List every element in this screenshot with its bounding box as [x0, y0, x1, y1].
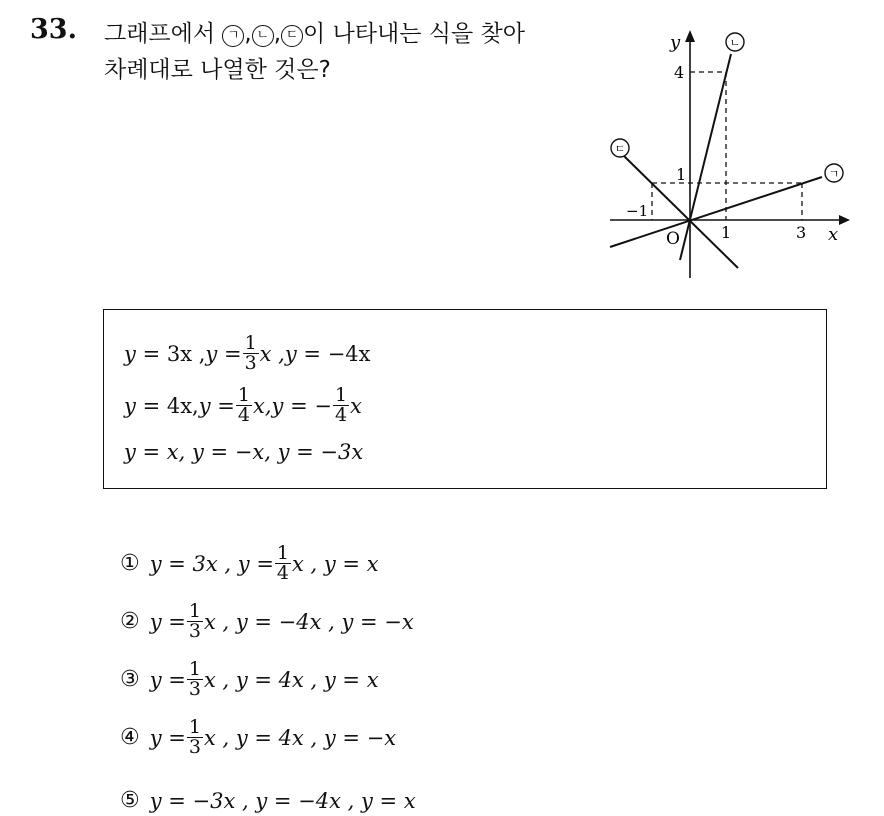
option-number: ① [120, 551, 140, 576]
var-y: y [284, 341, 297, 366]
comma-1: , [244, 21, 252, 47]
eq-part: = −4x [303, 341, 371, 366]
option-5[interactable] [120, 788, 416, 813]
denominator: 4 [276, 562, 290, 584]
numerator: 1 [276, 542, 290, 564]
tick-label-x1: 1 [721, 223, 732, 242]
fraction [187, 602, 203, 641]
eq-part: x, [252, 393, 272, 418]
y-axis-arrow [685, 30, 695, 42]
y-axis-label: y [670, 32, 681, 53]
question-text [104, 16, 525, 88]
question-line-1-start: 그래프에서 [104, 21, 223, 47]
eq-part: x , [259, 341, 285, 366]
eq-part: = [223, 341, 242, 366]
numerator: 1 [188, 716, 201, 738]
var-y: y [198, 393, 211, 418]
option-number: ③ [120, 667, 140, 692]
eq-part: = − [290, 393, 332, 418]
x-axis-label: x [828, 224, 839, 245]
denominator: 3 [188, 736, 201, 758]
option-number: ② [120, 609, 140, 634]
eq-part: x [350, 393, 362, 418]
numerator: 1 [188, 658, 201, 680]
comma-2: , [273, 21, 282, 47]
option-2[interactable] [120, 602, 414, 641]
var-y: y [124, 393, 136, 418]
option-text: y = [149, 609, 186, 634]
option-text: x , y = x [292, 551, 379, 576]
numerator: 1 [188, 600, 201, 622]
graph-label-digeut: ㄷ [614, 142, 626, 156]
box-row-1 [124, 334, 371, 373]
numerator: 1 [244, 332, 257, 354]
tick-label-y1: 1 [676, 165, 687, 184]
eq-part: = [217, 393, 235, 418]
denominator: 4 [334, 404, 348, 426]
tick-label-4: 4 [674, 63, 685, 82]
question-line-2: 차례대로 나열한 것은? [104, 57, 331, 83]
option-text: y = 3x , y = [149, 551, 274, 576]
option-3[interactable] [120, 660, 379, 699]
option-text: x , y = 4x , y = −x [203, 725, 397, 750]
var-y: y [205, 341, 218, 366]
fraction [187, 718, 203, 757]
eq-line: y = x, y = −x, y = −3x [124, 440, 364, 464]
fraction [275, 544, 291, 583]
numerator: 1 [237, 384, 250, 406]
circle-label-3: ㄷ [281, 25, 303, 47]
denominator: 3 [188, 620, 201, 642]
denominator: 3 [188, 678, 201, 700]
box-row-2 [124, 386, 362, 425]
option-text: x , y = −4x , y = −x [203, 609, 414, 634]
eq-part: = 3x , [142, 341, 206, 366]
option-text: y = −3x , y = −4x , y = x [149, 788, 416, 813]
box-row-3 [124, 440, 363, 464]
tick-label-3: 3 [796, 223, 807, 242]
origin-label: O [666, 229, 680, 249]
tick-label-neg1: −1 [626, 202, 649, 220]
question-number: 33. [30, 14, 77, 45]
circle-label-1: ㄱ [222, 25, 244, 47]
line-graph [604, 20, 854, 282]
question-line-1 [104, 16, 525, 52]
fraction [187, 660, 203, 699]
equation-box [103, 309, 827, 489]
option-number: ⑤ [120, 788, 140, 813]
numerator: 1 [334, 384, 348, 406]
denominator: 4 [237, 404, 250, 426]
var-y: y [124, 341, 136, 366]
option-text: x , y = 4x , y = x [203, 667, 379, 692]
circle-label-2: ㄴ [252, 25, 274, 47]
fraction [333, 386, 349, 425]
x-axis-arrow [839, 215, 850, 225]
graph-label-nieun: ㄴ [729, 36, 741, 50]
var-y: y [271, 393, 284, 418]
graph-label-giyeok: ㄱ [828, 167, 840, 181]
question-line-1-end: 이 나타내는 식을 찾아 [303, 21, 525, 47]
option-1[interactable] [120, 544, 379, 583]
option-number: ④ [120, 725, 140, 750]
eq-part: = 4x, [142, 393, 199, 418]
fraction [236, 386, 252, 425]
option-text: y = [149, 725, 186, 750]
option-4[interactable] [120, 718, 396, 757]
option-text: y = [149, 667, 186, 692]
denominator: 3 [244, 352, 257, 374]
fraction [243, 334, 259, 373]
